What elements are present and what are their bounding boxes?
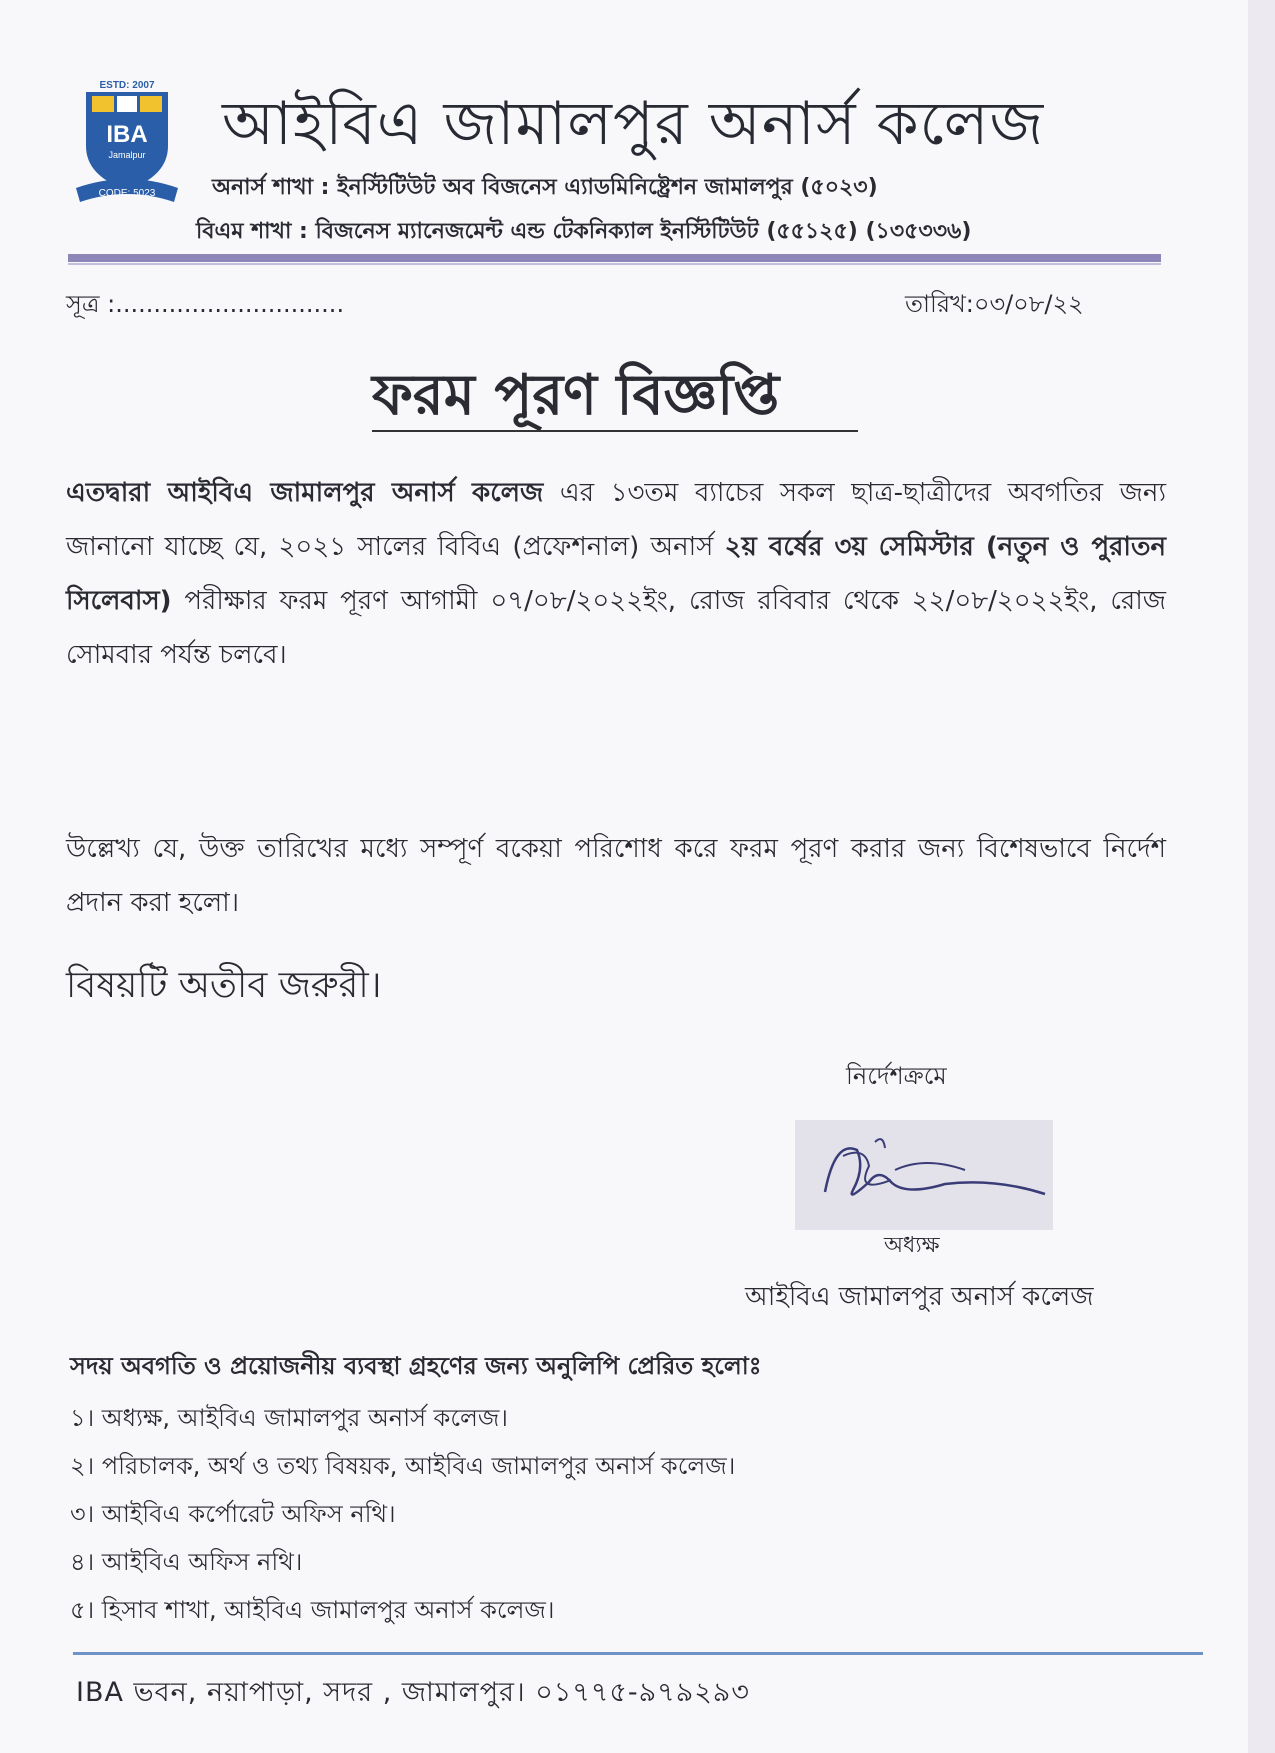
logo-code: CODE: 5023 xyxy=(98,188,156,199)
signatory-organization: আইবিএ জামালপুর অনার্স কলেজ xyxy=(745,1282,1094,1312)
notice-paragraph-1 xyxy=(66,466,1166,682)
signatory-designation: অধ্যক্ষ xyxy=(884,1233,940,1258)
logo-estd: ESTD: 2007 xyxy=(99,80,155,91)
footer-address: IBA ভবন, নয়াপাড়া, সদর , জামালপুর। ০১৭৭৫-৯৭৯২৯৩ xyxy=(76,1677,750,1708)
footer-rule xyxy=(73,1652,1203,1655)
page-edge xyxy=(1248,0,1275,1753)
logo-initials: IBA xyxy=(106,121,148,148)
college-name: আইবিএ জামালপুর অনার্স কলেজ xyxy=(222,89,1045,159)
semester-bold: ২য় বর্ষের ৩য় সেমিস্টার (নতুন ও পুরাতন সিলেবাস) xyxy=(66,532,1166,616)
copy-to-heading: সদয় অবগতি ও প্রয়োজনীয় ব্যবস্থা গ্রহণের জন্য অনুলিপি প্রেরিত হলোঃ xyxy=(70,1352,762,1380)
header-rule-thin xyxy=(68,263,1161,265)
college-name-bold: এতদ্বারা আইবিএ জামালপুর অনার্স কলেজ xyxy=(66,478,544,508)
reference-number: সূত্র :.............................. xyxy=(66,290,345,318)
logo-place: Jamalpur xyxy=(108,150,146,160)
by-order-label: নির্দেশক্রমে xyxy=(846,1062,947,1090)
list-item: ১। অধ্যক্ষ, আইবিএ জামালপুর অনার্স কলেজ। xyxy=(70,1404,508,1432)
list-item: ২। পরিচালক, অর্থ ও তথ্য বিষয়ক, আইবিএ জামালপুর অনার্স কলেজ। xyxy=(70,1452,736,1480)
paragraph-1-text-a: এর ১৩তম ব্যাচের সকল ছাত্র-ছাত্রীদের অবগতির জন্য জানানো যাচ্ছে যে, ২০২১ সালের বিবিএ (প্রফেশনাল) অনার্স xyxy=(66,478,1166,562)
signature-area xyxy=(795,1120,1053,1230)
lamp-icon xyxy=(140,96,162,112)
college-logo xyxy=(76,78,178,204)
book-icon xyxy=(92,96,114,112)
handwritten-signature xyxy=(795,1120,1053,1230)
notice-title: ফরম পূরণ বিজ্ঞপ্তি xyxy=(372,363,780,428)
bm-branch-line: বিএম শাখা : বিজনেস ম্যানেজমেন্ট এন্ড টেকনিক্যাল ইনস্টিটিউট (৫৫১২৫) (১৩৫৩৩৬) xyxy=(196,219,972,244)
list-item: ৪। আইবিএ অফিস নথি। xyxy=(70,1548,303,1576)
urgent-note: বিষয়টি অতীব জরুরী। xyxy=(66,965,382,1006)
header-rule xyxy=(68,254,1161,262)
list-item: ৩। আইবিএ কর্পোরেট অফিস নথি। xyxy=(70,1500,396,1528)
title-underline xyxy=(372,430,858,432)
paragraph-1-text-b: পরীক্ষার ফরম পূরণ আগামী ০৭/০৮/২০২২ইং, রোজ রবিবার থেকে ২২/০৮/২০২২ইং, রোজ সোমবার পর্যন্ত চলবে। xyxy=(66,586,1166,670)
list-item: ৫। হিসাব শাখা, আইবিএ জামালপুর অনার্স কলেজ। xyxy=(70,1596,555,1624)
notice-date: তারিখ:০৩/০৮/২২ xyxy=(905,290,1084,318)
honours-branch-line: অনার্স শাখা : ইনস্টিটিউট অব বিজনেস এ্যাডমিনিষ্ট্রেশন জামালপুর (৫০২৩) xyxy=(212,175,878,200)
copy-to-list xyxy=(70,1394,735,1634)
notice-paragraph-2: উল্লেখ্য যে, উক্ত তারিখের মধ্যে সম্পূর্ণ বকেয়া পরিশোধ করে ফরম পূরণ করার জন্য বিশেষভাবে নির্দেশ প্রদান করা হলো। xyxy=(66,834,1166,918)
star-icon xyxy=(117,96,137,112)
